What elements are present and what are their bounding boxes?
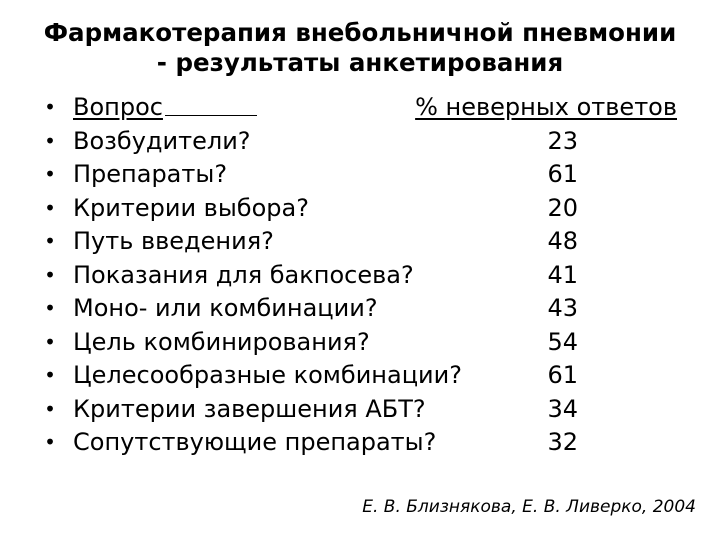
slide-title <box>0 18 720 78</box>
citation: Е. В. Близнякова, Е. В. Ливерко, 2004 <box>362 497 696 517</box>
question-text: Цель комбинирования? <box>73 327 370 356</box>
list-item <box>40 426 690 460</box>
question-text: Сопутствующие препараты? <box>73 428 437 456</box>
header-value: % неверных ответов <box>415 93 677 121</box>
question-text: Критерии выбора? <box>73 193 309 222</box>
bullet-icon: • <box>44 396 56 421</box>
percent-value: 54 <box>547 327 578 356</box>
percent-value: 32 <box>547 428 578 456</box>
bullet-icon: • <box>44 329 56 354</box>
percent-value: 61 <box>547 361 578 389</box>
list-header <box>40 91 690 125</box>
header-underline-gap <box>165 91 257 116</box>
bullet-icon: • <box>44 296 56 320</box>
list-item <box>40 259 690 293</box>
question-text: Путь введения? <box>73 227 274 255</box>
bullet-icon: • <box>44 128 56 153</box>
percent-value: 20 <box>547 193 578 222</box>
list-item <box>40 158 690 192</box>
question-text: Препараты? <box>73 160 228 188</box>
list-item <box>40 192 690 226</box>
percent-value: 23 <box>547 126 578 155</box>
percent-value: 41 <box>547 260 578 289</box>
bullet-icon: • <box>44 262 56 287</box>
bullet-icon: • <box>44 162 56 186</box>
list-item <box>40 326 690 360</box>
list-item <box>40 359 690 393</box>
question-text: Целесообразные комбинации? <box>73 361 462 389</box>
header-question: Вопрос <box>73 91 257 125</box>
bullet-icon: • <box>44 95 56 119</box>
list-item <box>40 225 690 259</box>
title-line-1: Фармакотерапия внебольничной пневмонии <box>43 18 677 47</box>
percent-value: 61 <box>547 160 578 188</box>
list-item <box>40 393 690 427</box>
bullet-icon: • <box>44 195 56 220</box>
question-text: Показания для бакпосева? <box>73 260 414 289</box>
question-text: Критерии завершения АБТ? <box>73 394 426 423</box>
question-text: Моно- или комбинации? <box>73 294 378 322</box>
list-item <box>40 292 690 326</box>
bullet-icon: • <box>44 430 56 454</box>
bullet-icon: • <box>44 229 56 253</box>
list-item <box>40 125 690 159</box>
bullet-icon: • <box>44 363 56 387</box>
survey-results-list <box>40 91 690 460</box>
title-line-2: - результаты анкетирования <box>156 48 564 77</box>
percent-value: 43 <box>547 294 578 322</box>
question-text: Возбудители? <box>73 126 251 155</box>
percent-value: 34 <box>547 394 578 423</box>
percent-value: 48 <box>547 227 578 255</box>
